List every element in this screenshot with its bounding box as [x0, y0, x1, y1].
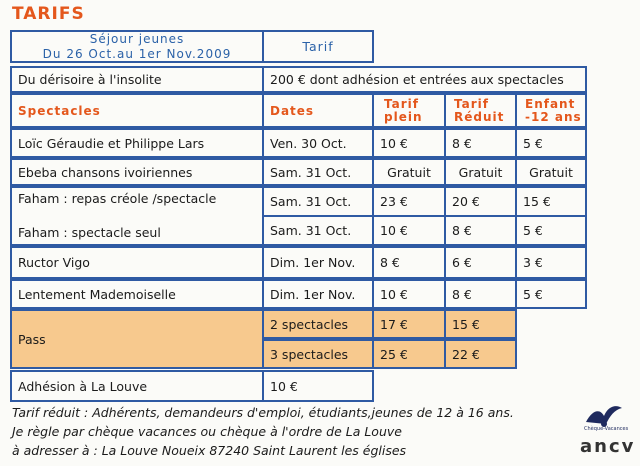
row-date: Dim. 1er Nov. [262, 246, 374, 279]
row-plein: 23 € [372, 186, 446, 217]
row-reduit: Gratuit [444, 158, 517, 186]
faham-cell [10, 186, 264, 246]
row-date: Sam. 31 Oct. [262, 158, 374, 186]
row-date: Ven. 30 Oct. [262, 128, 374, 158]
row-date: Sam. 31 Oct. [262, 215, 374, 246]
sejour-header [10, 30, 264, 63]
row-reduit: 8 € [444, 128, 517, 158]
tarif-header: Tarif [262, 30, 374, 63]
header-enfant [515, 93, 587, 128]
row-enfant: 5 € [515, 279, 587, 309]
header-tarif-plein [372, 93, 446, 128]
header-tarif-reduit [444, 93, 517, 128]
header-enfant-l2: -12 ans [525, 109, 582, 124]
pass-option-plein: 25 € [372, 339, 446, 369]
header-reduit-l1: Tarif [454, 96, 489, 111]
row-name: Ructor Vigo [10, 246, 264, 279]
header-plein-l2: plein [384, 109, 423, 124]
adhesion-value: 10 € [262, 370, 374, 402]
ancv-logo [574, 402, 634, 462]
adhesion-label: Adhésion à La Louve [10, 370, 264, 402]
pass-label: Pass [10, 309, 264, 369]
row-name: Lentement Mademoiselle [10, 279, 264, 309]
row-reduit: 6 € [444, 246, 517, 279]
footer-line-2: Je règle par chèque vacances ou chèque à l'ordre de La Louve [12, 424, 402, 439]
header-reduit-l2: Réduit [454, 109, 505, 124]
row-name: Faham : repas créole /spectacle [18, 191, 217, 206]
pass-option-label: 2 spectacles [262, 309, 374, 339]
page-title: TARIFS [12, 4, 85, 24]
logo-text: ancv [580, 436, 636, 457]
row-name: Loïc Géraudie et Philippe Lars [10, 128, 264, 158]
header-dates: Dates [262, 93, 374, 128]
footer-line-3: à adresser à : La Louve Noueix 87240 Saint Laurent les églises [12, 443, 407, 458]
row-reduit: 8 € [444, 279, 517, 309]
row-enfant: 3 € [515, 246, 587, 279]
row-name: Ebeba chansons ivoiriennes [10, 158, 264, 186]
header-plein-l1: Tarif [384, 96, 419, 111]
sejour-line2: Du 26 Oct.au 1er Nov.2009 [42, 46, 232, 61]
deri-value: 200 € dont adhésion et entrées aux spectacles [262, 66, 587, 93]
sejour-line1: Séjour jeunes [89, 31, 185, 46]
header-spectacles: Spectacles [10, 93, 264, 128]
row-date: Sam. 31 Oct. [262, 186, 374, 217]
row-plein: Gratuit [372, 158, 446, 186]
row-plein: 10 € [372, 128, 446, 158]
row-reduit: 8 € [444, 215, 517, 246]
deri-label: Du dérisoire à l'insolite [10, 66, 264, 93]
pass-option-reduit: 15 € [444, 309, 517, 339]
row-enfant: 5 € [515, 215, 587, 246]
row-plein: 10 € [372, 279, 446, 309]
header-enfant-l1: Enfant [525, 96, 576, 111]
footer-line-1: Tarif réduit : Adhérents, demandeurs d'emploi, étudiants,jeunes de 12 à 16 ans. [12, 405, 514, 420]
row-enfant: Gratuit [515, 158, 587, 186]
pass-option-label: 3 spectacles [262, 339, 374, 369]
row-enfant: 5 € [515, 128, 587, 158]
pass-option-reduit: 22 € [444, 339, 517, 369]
row-name: Faham : spectacle seul [18, 225, 161, 240]
pass-option-plein: 17 € [372, 309, 446, 339]
row-enfant: 15 € [515, 186, 587, 217]
row-date: Dim. 1er Nov. [262, 279, 374, 309]
row-reduit: 20 € [444, 186, 517, 217]
logo-caption: Chèque-Vacances [584, 426, 629, 432]
row-plein: 10 € [372, 215, 446, 246]
row-plein: 8 € [372, 246, 446, 279]
